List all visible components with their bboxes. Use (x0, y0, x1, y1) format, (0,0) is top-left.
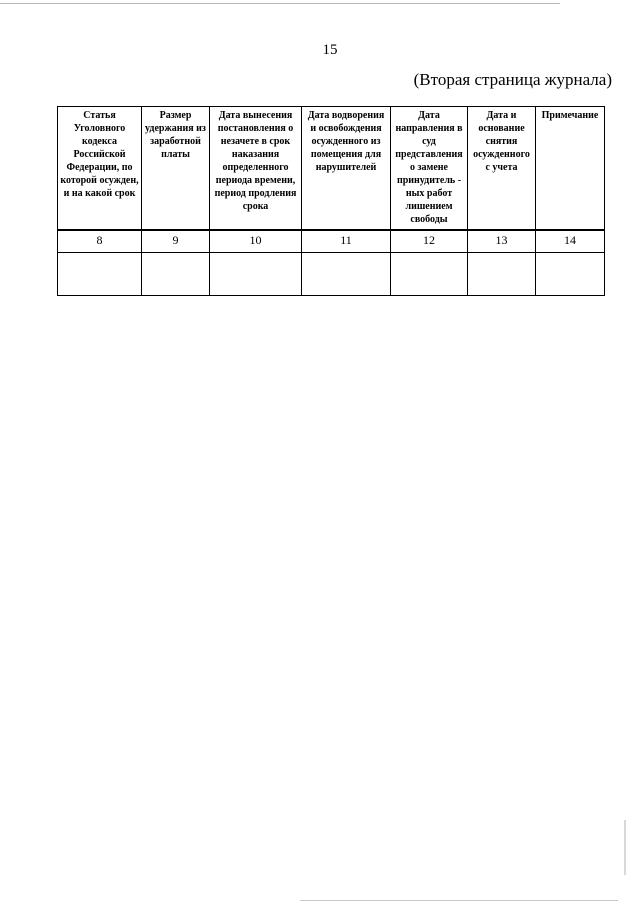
column-number: 8 (58, 230, 142, 253)
journal-page-label: (Вторая страница журнала) (413, 70, 612, 89)
journal-table (57, 106, 605, 296)
column-number: 11 (302, 230, 391, 253)
table-cell (210, 253, 302, 296)
page-number: 15 (322, 42, 338, 58)
header-court-submission-date: Дата направления в суд представления о замене принудитель - ных работ лишением свободы (391, 107, 468, 231)
column-number: 9 (142, 230, 210, 253)
scan-edge-top (0, 3, 560, 4)
table-cell (468, 253, 536, 296)
column-number: 13 (468, 230, 536, 253)
table-cell (58, 253, 142, 296)
header-note: Примечание (536, 107, 605, 231)
table-cell (391, 253, 468, 296)
header-row (58, 107, 605, 231)
header-non-credit-decision-date: Дата вынесения постановления о незачете в срок наказания определенного периода времени, период продления срока (210, 107, 302, 231)
header-violator-room-dates: Дата водворения и освобождения осужденного из помещения для нарушителей (302, 107, 391, 231)
table-cell (536, 253, 605, 296)
table-cell (142, 253, 210, 296)
scan-edge-mark (624, 820, 626, 875)
table-row (58, 253, 605, 296)
column-number: 12 (391, 230, 468, 253)
header-salary-deduction: Размер удержания из заработной платы (142, 107, 210, 231)
table-cell (302, 253, 391, 296)
column-number: 14 (536, 230, 605, 253)
header-deregistration-date: Дата и основание снятия осужденного с учета (468, 107, 536, 231)
column-number: 10 (210, 230, 302, 253)
column-number-row (58, 230, 605, 253)
scan-edge-bottom (300, 900, 618, 901)
header-criminal-code-article: Статья Уголовного кодекса Российской Федерации, по которой осужден, и на какой срок (58, 107, 142, 231)
